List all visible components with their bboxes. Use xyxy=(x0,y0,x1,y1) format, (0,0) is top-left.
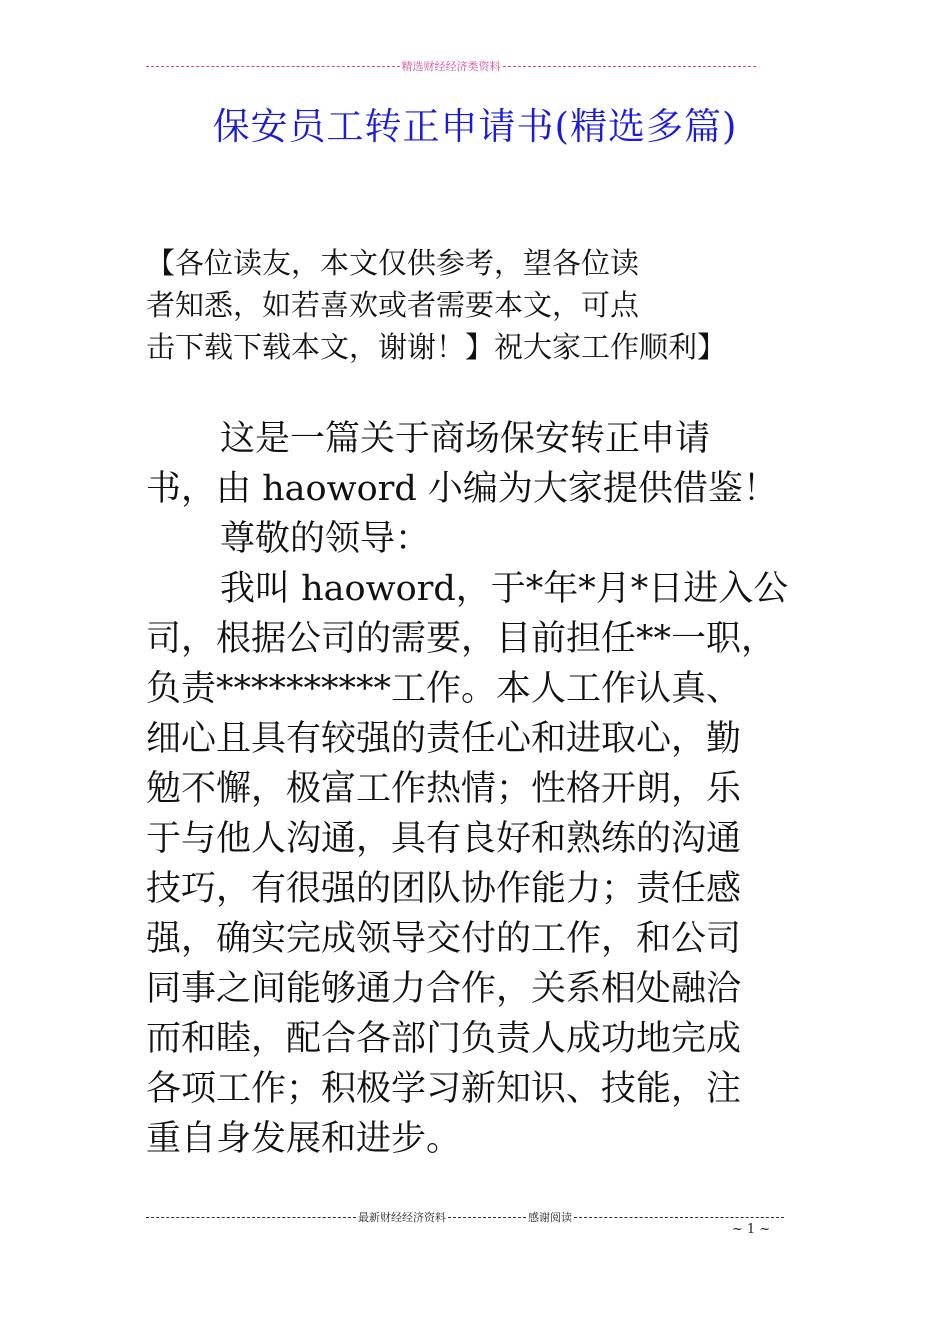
footer-dashes-right xyxy=(574,1217,784,1218)
body-line: 技巧，有很强的团队协作能力；责任感 xyxy=(146,869,742,909)
header-dashes-right xyxy=(503,66,757,67)
body-line: 同事之间能够通力合作，关系相处融洽 xyxy=(146,969,742,1009)
body-line: 书，由 haoword 小编为大家提供借鉴！ xyxy=(146,469,778,509)
body-line: 勉不懈，极富工作热情；性格开朗，乐 xyxy=(146,769,742,809)
document-title: 保安员工转正申请书(精选多篇) xyxy=(212,105,738,148)
footer-rule xyxy=(146,1209,784,1225)
body-line: 负责**********工作。本人工作认真、 xyxy=(146,669,742,709)
notice-line: 者知悉，如若喜欢或者需要本文，可点 xyxy=(146,288,640,322)
footer-right-label: 感谢阅读 xyxy=(528,1211,572,1224)
body-line: 这是一篇关于商场保安转正申请 xyxy=(220,419,711,459)
header-rule xyxy=(146,58,756,74)
page-number: ~ 1 ~ xyxy=(731,1222,771,1237)
body-line: 细心且具有较强的责任心和进取心，勤 xyxy=(146,719,742,759)
notice-line: 【各位读友，本文仅供参考，望各位读 xyxy=(146,246,640,280)
footer-left-label: 最新财经经济资料 xyxy=(358,1211,446,1224)
reader-notice xyxy=(146,242,786,368)
footer-dashes-left xyxy=(146,1217,356,1218)
body-line: 我叫 haoword，于*年*月*日进入公 xyxy=(220,569,789,609)
body-line: 重自身发展和进步。 xyxy=(146,1119,462,1159)
footer-dashes-middle xyxy=(448,1217,526,1218)
body-line: 而和睦，配合各部门负责人成功地完成 xyxy=(146,1019,742,1059)
body-line: 强，确实完成领导交付的工作，和公司 xyxy=(146,919,742,959)
header-dashes-left xyxy=(146,66,400,67)
header-label: 精选财经经济类资料 xyxy=(401,60,501,73)
body-line: 各项工作；积极学习新知识、技能，注 xyxy=(146,1069,742,1109)
body-line: 司，根据公司的需要，目前担任**一职， xyxy=(146,619,777,659)
body-line: 于与他人沟通，具有良好和熟练的沟通 xyxy=(146,819,742,859)
notice-line: 击下载下载本文，谢谢！】祝大家工作顺利】 xyxy=(146,330,727,364)
salutation: 尊敬的领导： xyxy=(220,519,431,559)
document-body xyxy=(146,414,806,1164)
